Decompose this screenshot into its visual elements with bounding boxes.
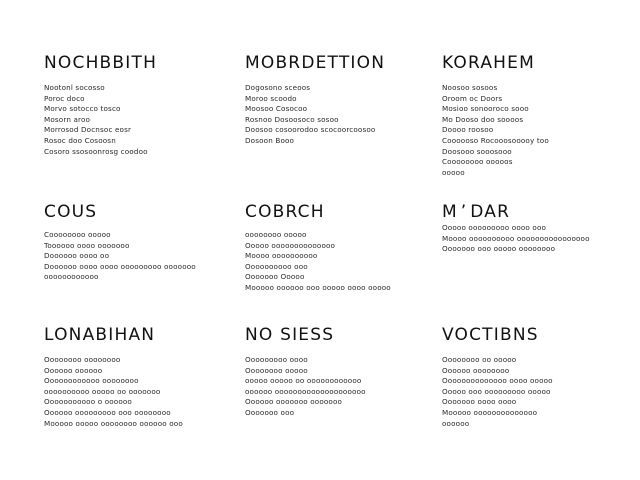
section-9 bbox=[442, 326, 632, 429]
section-line: Moooo oooooooooo oooooooooooooooo bbox=[442, 233, 590, 243]
section-line: oooooooo ooooo bbox=[245, 230, 307, 239]
section-7 bbox=[44, 326, 234, 429]
section-line: Ooooo ooo ooooooooo ooooo bbox=[442, 386, 551, 396]
section-line: oooooooooooo bbox=[44, 272, 99, 282]
section-line: Oooooooooo ooo bbox=[245, 261, 308, 271]
section-2 bbox=[245, 54, 435, 147]
section-lines bbox=[442, 355, 632, 429]
section-title: COBRCH bbox=[245, 202, 325, 222]
section-lines bbox=[245, 230, 435, 294]
section-line: Oooooooooooooo oooo ooooo bbox=[442, 376, 553, 386]
section-line: Dogosono sceoos bbox=[245, 83, 311, 92]
section-line: Doooooo oooo oooo ooooooooo ooooooo bbox=[44, 261, 196, 271]
section-line: Oooooo oooooooo bbox=[442, 365, 510, 375]
section-line: Moooo oooooooooo bbox=[245, 251, 318, 261]
section-line: Coooooooo ooooos bbox=[442, 157, 513, 167]
section-title: M ’ DAR bbox=[442, 202, 511, 222]
section-line: Nootonl socosso bbox=[44, 83, 105, 92]
section-line: Mosorn aroo bbox=[44, 114, 91, 124]
section-1 bbox=[44, 54, 234, 157]
section-line: Ooooooo ooo ooooo oooooooo bbox=[442, 244, 556, 254]
section-line: Coooooso Rocooosooooy too bbox=[442, 135, 549, 145]
section-line: Ooooo ooooooooo oooo ooo bbox=[442, 223, 547, 232]
section-lines bbox=[44, 83, 234, 157]
section-line: Toooooo oooo ooooooo bbox=[44, 240, 130, 250]
section-lines bbox=[442, 223, 632, 255]
section-line: Coooooooo ooooo bbox=[44, 230, 111, 239]
section-line: Oooooo oooooo bbox=[44, 365, 103, 375]
section-line: oooooo oooooooooooooooooooo bbox=[245, 386, 366, 396]
section-line: Ooooooo oooo oooo bbox=[442, 397, 517, 407]
section-line: Ooooooooo oooo bbox=[245, 355, 308, 364]
section-line: Doooooo oooo oo bbox=[44, 251, 110, 261]
section-line: Morrosod Docnsoc eosr bbox=[44, 125, 132, 135]
section-line: Oooooooo ooooo bbox=[245, 365, 308, 375]
section-line: Ooooooooooo o oooooo bbox=[44, 397, 132, 407]
section-line: Moosoo Cosocoo bbox=[245, 104, 308, 114]
section-line: Rosnoo Dosoosoco sosoo bbox=[245, 114, 339, 124]
section-lines bbox=[44, 355, 234, 429]
section-title: VOCTIBNS bbox=[442, 325, 539, 345]
section-line: Oooooooooooo oooooooo bbox=[44, 376, 139, 386]
section-lines bbox=[245, 355, 435, 419]
section-line: Mo Dooso doo soooos bbox=[442, 114, 524, 124]
section-title: KORAHEM bbox=[442, 53, 535, 73]
section-title: LONABIHAN bbox=[44, 325, 156, 345]
section-line: Oooooo ooooooo ooooooo bbox=[245, 397, 343, 407]
section-line: Doosooo sooosooo bbox=[442, 146, 512, 156]
section-5 bbox=[245, 203, 435, 294]
section-line: Oooooooo oooooooo bbox=[44, 355, 121, 364]
section-line: Oooooo ooooooooo ooo oooooooo bbox=[44, 407, 171, 417]
section-line: Dosoon Booo bbox=[245, 135, 295, 145]
section-line: Morvo sotocco tosco bbox=[44, 104, 121, 114]
section-line: Doosoo cosoorodoo scocoorcoosoo bbox=[245, 125, 376, 135]
section-line: Noosoo sosoos bbox=[442, 83, 498, 92]
section-line: Rosoc doo Cosoosn bbox=[44, 135, 116, 145]
section-line: Oooooooo oo ooooo bbox=[442, 355, 517, 364]
section-lines bbox=[442, 83, 632, 178]
section-8 bbox=[245, 326, 435, 419]
section-line: ooooo ooooo oo oooooooooooo bbox=[245, 376, 362, 386]
section-title: MOBRDETTION bbox=[245, 53, 386, 73]
section-line: Mosioo sonooroco sooo bbox=[442, 104, 529, 114]
section-line: Mooooo ooooo oooooooo oooooo ooo bbox=[44, 418, 183, 428]
section-line: Mooooo oooooooooooooo bbox=[442, 407, 538, 417]
section-line: Mooooo oooooo ooo ooooo oooo ooooo bbox=[245, 282, 391, 292]
section-line: ooooo bbox=[442, 167, 465, 177]
section-lines bbox=[44, 230, 234, 283]
section-lines bbox=[245, 83, 435, 147]
section-line: oooooo bbox=[442, 418, 470, 428]
section-line: oooooooooo ooooo oo ooooooo bbox=[44, 386, 161, 396]
section-line: Ooooo oooooooooooooo bbox=[245, 240, 336, 250]
section-line: Cosoro ssosoonrosg coodoo bbox=[44, 146, 148, 156]
section-title: NO SIESS bbox=[245, 325, 335, 345]
section-line: Oroom oc Doors bbox=[442, 93, 503, 103]
section-6 bbox=[442, 203, 632, 255]
section-title: COUS bbox=[44, 202, 98, 222]
section-line: Doooo roosoo bbox=[442, 125, 494, 135]
section-line: Moroo scoodo bbox=[245, 93, 297, 103]
section-line: Poroc doco bbox=[44, 93, 85, 103]
section-line: Ooooooo ooo bbox=[245, 407, 295, 417]
section-3 bbox=[442, 54, 632, 178]
section-4 bbox=[44, 203, 234, 283]
section-line: Ooooooo Ooooo bbox=[245, 272, 305, 282]
section-title: NOCHBBITH bbox=[44, 53, 158, 73]
